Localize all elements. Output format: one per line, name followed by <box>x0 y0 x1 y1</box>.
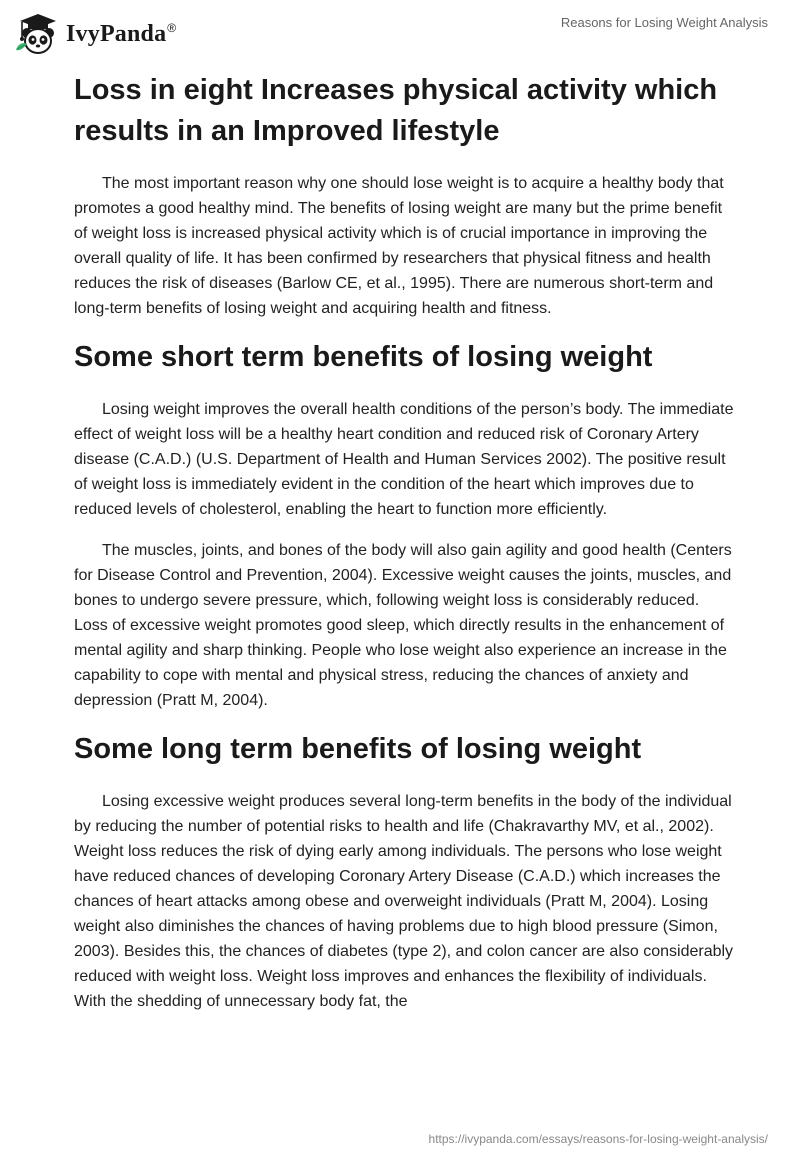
document-title: Reasons for Losing Weight Analysis <box>560 15 768 30</box>
paragraph: Losing excessive weight produces several long-term benefits in the body of the individual by reducing the number of potential risks to health and life (Chakravarthy MV, et al., 2002). Weight loss reduces the risk of dying early among individuals. The persons who lose weight have reduced chances of developing Coronary Artery Disease (C.A.D.) which increases the chances of heart attacks among obese and overweight individuals (Pratt M, 2004). Losing weight also diminishes the chances of having problems due to high blood pressure (Simon, 2003). Besides this, the chances of diabetes (type 2), and colon cancer are also considerably reduced with weight loss. Weight loss improves and enhances the flexibility of individuals. With the shedding of unnecessary body fat, the <box>74 793 734 1010</box>
section-heading-3: Some long term benefits of losing weight <box>74 733 642 765</box>
registered-mark: ® <box>167 20 177 35</box>
paragraph: The most important reason why one should lose weight is to acquire a healthy body that promotes a good healthy mind. The benefits of losing weight are many but the prime benefit of weight loss is increased physical activity which is of crucial importance in improving the overall quality of life. It has been confirmed by researchers that physical fitness and health reduces the risk of diseases (Barlow CE, et al., 1995). There are numerous short-term and long-term benefits of losing weight and acquiring health and fitness. <box>74 175 724 317</box>
page-header <box>0 0 800 66</box>
ivypanda-logo[interactable] <box>14 12 176 56</box>
paragraph: The muscles, joints, and bones of the body will also gain agility and good health (Centers for Disease Control and Prevention, 2004). Excessive weight causes the joints, muscles, and bones to undergo severe pressure, which, following weight loss is considerably reduced. Loss of excessive weight promotes good sleep, which directly results in the enhancement of mental agility and sharp thinking. People who lose weight also experience an increase in the capability to cope with mental and physical stress, reducing the chances of anxiety and depression (Pratt M, 2004). <box>74 542 732 709</box>
paragraph: Losing weight improves the overall health conditions of the person’s body. The immediate effect of weight loss will be a healthy heart condition and reduced risk of Coronary Artery disease (C.A.D.) (U.S. Department of Health and Human Services 2002). The positive result of weight loss is immediately evident in the condition of the heart which improves due to reduced levels of cholesterol, enabling the heart to function more efficiently. <box>74 401 734 518</box>
source-url[interactable]: https://ivypanda.com/essays/reasons-for-losing-weight-analysis/ <box>428 1132 768 1146</box>
article-body <box>74 70 734 1030</box>
section-heading-1: Loss in eight Increases physical activity which results in an Improved lifestyle <box>74 74 718 147</box>
brand-name: IvyPanda® <box>66 20 177 47</box>
section-heading-2: Some short term benefits of losing weight <box>74 341 653 373</box>
panda-graduate-icon <box>14 12 60 56</box>
